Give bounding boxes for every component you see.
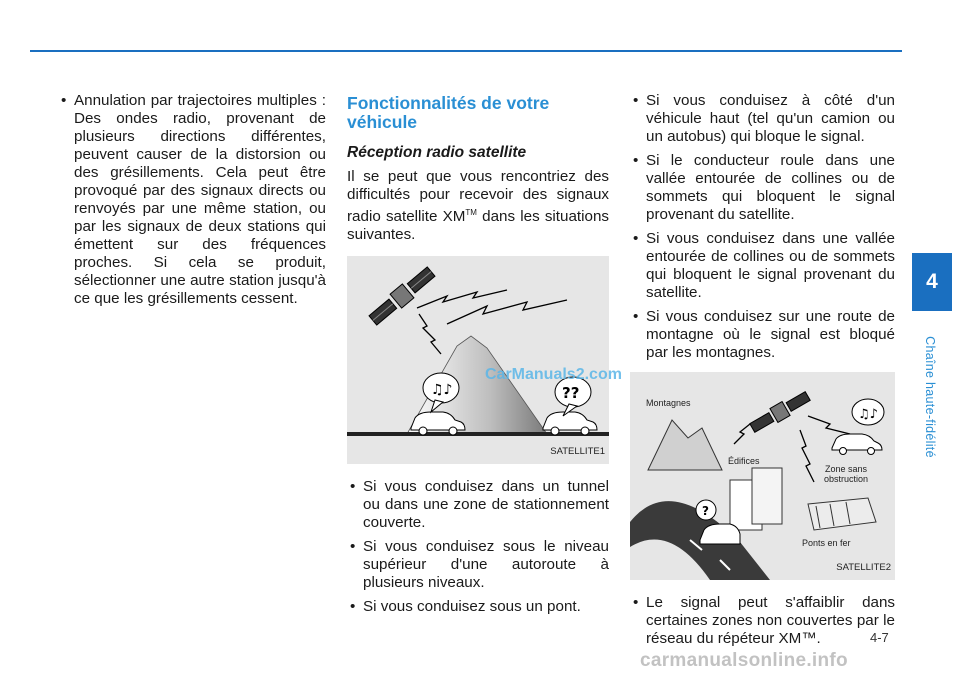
footer-watermark: carmanualsonline.info xyxy=(640,650,848,671)
figure-satellite1 xyxy=(347,256,622,464)
question-marks: ?? xyxy=(562,384,580,403)
column-1 xyxy=(58,92,326,314)
bullet-tall-vehicle: • Si vous conduisez à côté d'un véhicule haut (tel qu'un camion ou un autobus) qui bloque le signal. xyxy=(630,92,895,146)
column1-bullet-list xyxy=(58,92,326,308)
chapter-number-tab: 4 xyxy=(912,253,952,311)
buildings-icon xyxy=(730,468,782,530)
top-rule xyxy=(30,50,902,52)
bullet-highway: • Si vous conduisez sous le niveau supérieur d'une autoroute à plusieurs niveaux. xyxy=(347,538,609,592)
car-right-icon xyxy=(543,412,597,435)
svg-text:♫♪: ♫♪ xyxy=(431,382,453,399)
figure-satellite2 xyxy=(630,372,895,580)
figure-watermark: CarManuals2.com xyxy=(485,366,622,384)
figure1-caption: SATELLITE1 xyxy=(550,446,605,458)
column3-bullet-list-top xyxy=(630,92,895,362)
mountains-shape xyxy=(648,420,722,470)
page-number: 4-7 xyxy=(870,630,889,645)
column-3 xyxy=(630,92,895,654)
bullet-bridge: • Si vous conduisez sous un pont. xyxy=(347,598,609,616)
intro-paragraph xyxy=(347,168,609,244)
iron-bridge-icon xyxy=(808,498,876,530)
label-open-zone-line2: obstruction xyxy=(824,474,869,484)
signal-bolt-down xyxy=(419,314,441,354)
label-bridges: Ponts en fer xyxy=(802,538,851,548)
label-mountains: Montagnes xyxy=(646,398,691,408)
chapter-title: Chaîne haute-fidélité xyxy=(923,336,937,458)
label-open-zone xyxy=(824,464,868,484)
bullet-tunnel: • Si vous conduisez dans un tunnel ou dans une zone de stationnement couverte. xyxy=(347,478,609,532)
satellite-icon-2 xyxy=(748,389,811,435)
trademark-sup: TM xyxy=(465,208,477,217)
column-2 xyxy=(347,92,622,622)
signal-bolt-c xyxy=(808,416,850,434)
signal-bolt-far-right xyxy=(447,300,567,324)
question-mark: ? xyxy=(702,504,709,518)
music-bubble-icon-2 xyxy=(852,399,884,425)
svg-text:♫♪: ♫♪ xyxy=(858,407,878,422)
satellite1-illustration xyxy=(347,256,609,464)
road-band xyxy=(347,432,609,436)
figure2-caption: SATELLITE2 xyxy=(836,562,891,573)
intro-text-2: dans les situations suivantes. xyxy=(347,208,609,244)
signal-bolt-b xyxy=(800,430,814,482)
question-bubble-icon-2 xyxy=(696,500,716,520)
column3-bullet-list-bottom xyxy=(630,594,895,648)
bullet-valley: • Si vous conduisez dans une vallée entourée de collines ou de sommets qui bloquent le signal provenant du satellite. xyxy=(630,230,895,302)
bullet-valley-driver: • Si le conducteur roule dans une vallée entourée de collines ou de sommets qui bloquent le signal provenant du satellite. xyxy=(630,152,895,224)
intro-text-1: Il se peut que vous rencontriez des difficultés pour recevoir des signaux radio satellite XM xyxy=(347,168,609,226)
label-open-zone-line1: Zone sans xyxy=(825,464,868,474)
car-open-zone-icon xyxy=(832,434,882,455)
subsection-heading: Réception radio satellite xyxy=(347,144,527,161)
bullet-mountain-road: • Si vous conduisez sur une route de montagne où le signal est bloqué par les montagnes. xyxy=(630,308,895,362)
section-heading: Fonctionnalités de votre véhicule xyxy=(347,93,550,132)
signal-bolt-right xyxy=(417,290,507,308)
column2-bullet-list xyxy=(347,478,609,616)
bullet-multipath: • Annulation par trajectoires multiples : Des ondes radio, provenant de plusieurs directions différentes, peuvent causer de la distorsion ou des grésillements. Cela peut être provoqué par des signaux directs ou renvoyés par une même station, ou par les signaux de deux stations qui émettent sur des fréquences proches. Si cela se produit, sélectionner une autre station jusqu'à ce que les grésillements cessent. xyxy=(58,92,326,308)
signal-bolt-a xyxy=(734,424,750,444)
satellite-icon xyxy=(367,265,437,328)
chapter-title-sidebar xyxy=(918,312,942,482)
label-buildings: Édifices xyxy=(728,456,760,466)
bullet-repeater: • Le signal peut s'affaiblir dans certaines zones non couvertes par le réseau du répéteur XM™. xyxy=(630,594,895,648)
